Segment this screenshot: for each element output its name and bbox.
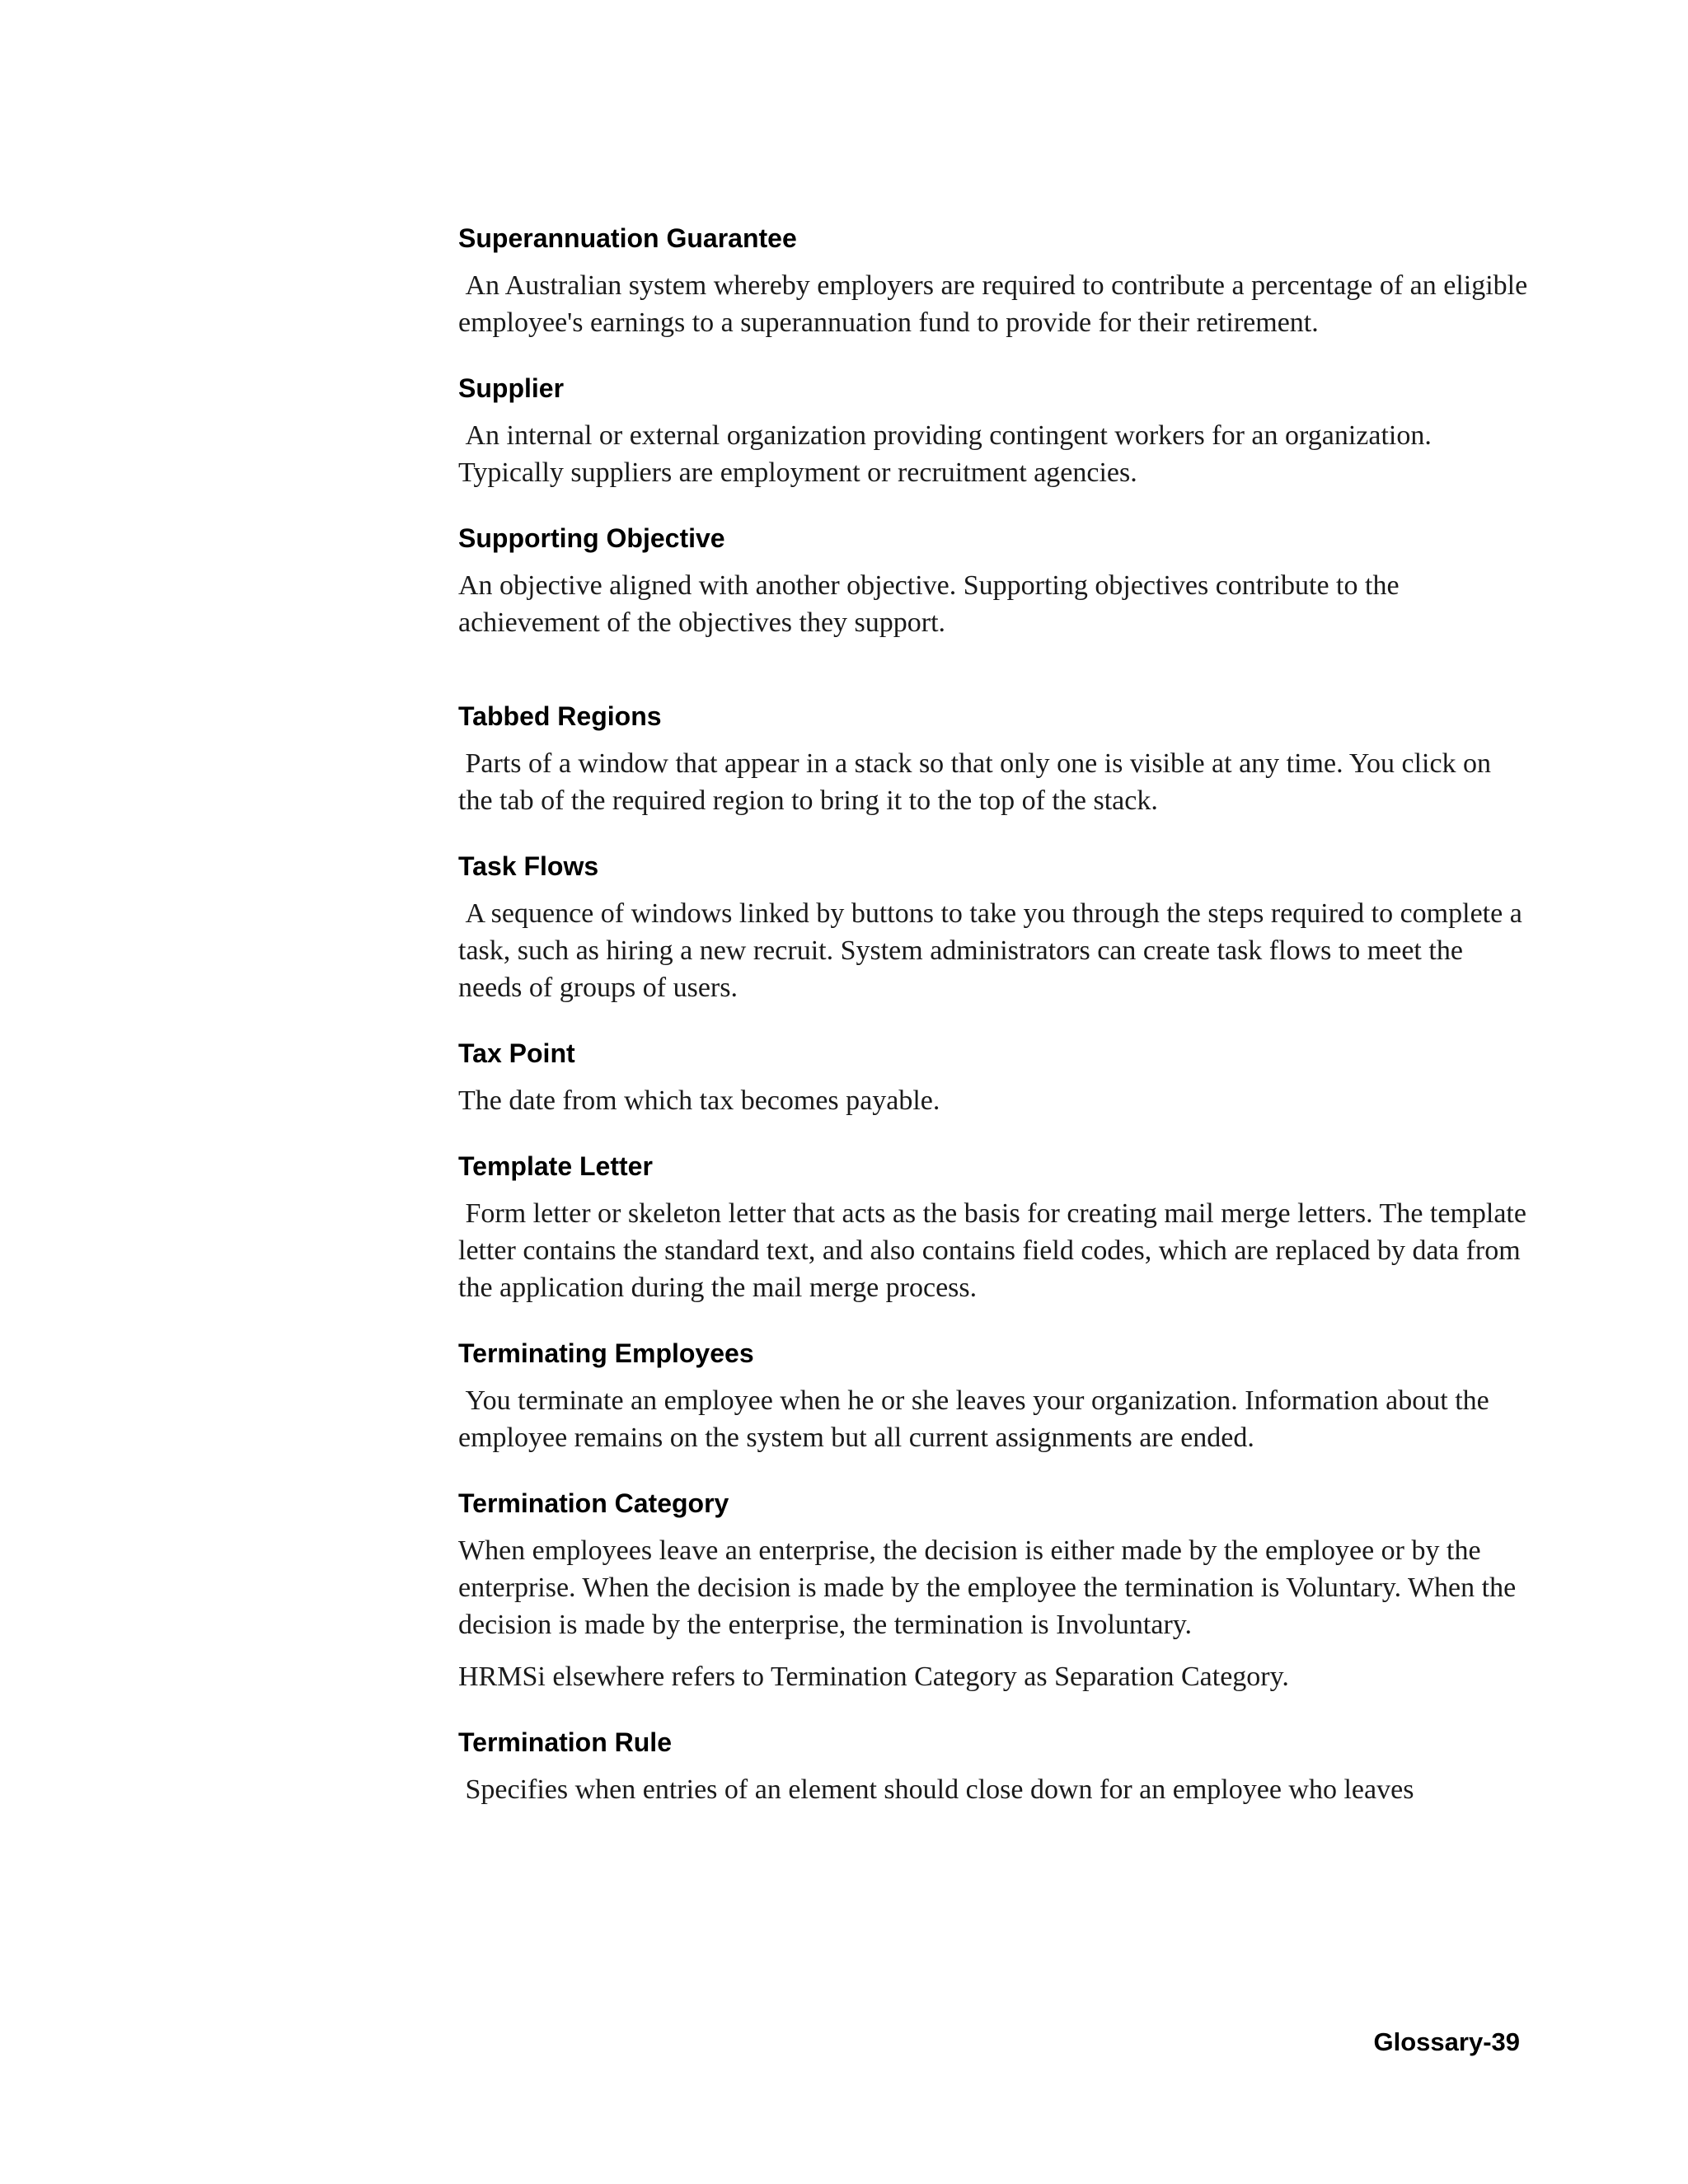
glossary-definition: Parts of a window that appear in a stack so that only one is visible at any time. You click on the tab of the required region to bring it to the top of the stack. xyxy=(458,748,1498,816)
glossary-definition: A sequence of windows linked by buttons to take you through the steps required to complete a task, such as hiring a new recruit. System administrators can create task flows to meet the needs of groups of users. xyxy=(458,898,1530,1003)
glossary-entry xyxy=(458,1149,1534,1306)
glossary-term: Termination Category xyxy=(458,1488,729,1518)
glossary-definition: An internal or external organization providing contingent workers for an organization. Typically suppliers are employment or recruitment agencies. xyxy=(458,420,1438,488)
glossary-term: Terminating Employees xyxy=(458,1338,754,1368)
page-number: Glossary-39 xyxy=(1373,2027,1520,2056)
glossary-entry xyxy=(458,371,1530,491)
glossary-definition: The date from which tax becomes payable. xyxy=(458,1085,940,1116)
glossary-entry xyxy=(458,849,1530,1006)
glossary-term: Superannuation Guarantee xyxy=(458,223,797,253)
glossary-definition: An objective aligned with another objective. Supporting objectives contribute to the achievement of the objectives they support. xyxy=(458,570,1407,638)
glossary-definition-note: HRMSi elsewhere refers to Termination Category as Separation Category. xyxy=(458,1661,1289,1692)
glossary-entry xyxy=(458,699,1530,819)
glossary-term: Termination Rule xyxy=(458,1727,672,1757)
glossary-entry xyxy=(458,521,1530,641)
glossary-term: Task Flows xyxy=(458,851,599,881)
glossary-term: Supporting Objective xyxy=(458,523,725,553)
glossary-definition: Form letter or skeleton letter that acts as the basis for creating mail merge letters. The template letter contains the standard text, and also contains field codes, which are replaced by data from the application during the mail merge process. xyxy=(458,1198,1534,1303)
glossary-term: Supplier xyxy=(458,373,565,403)
glossary-definition: Specifies when entries of an element should close down for an employee who leaves xyxy=(458,1774,1414,1805)
glossary-definition: An Australian system whereby employers are required to contribute a percentage of an eligible employee's earnings to a superannuation fund to provide for their retirement. xyxy=(458,270,1535,338)
glossary-term: Tabbed Regions xyxy=(458,701,662,731)
glossary-entry xyxy=(458,1725,1530,1808)
glossary-entry xyxy=(458,221,1535,341)
glossary-entry xyxy=(458,1486,1530,1695)
glossary-content xyxy=(458,221,1535,1838)
glossary-term: Template Letter xyxy=(458,1151,653,1181)
glossary-definition: You terminate an employee when he or she leaves your organization. Information about the employee remains on the system but all current assignments are ended. xyxy=(458,1385,1497,1453)
glossary-definition: When employees leave an enterprise, the decision is either made by the employee or by the enterprise. When the decision is made by the employee the termination is Voluntary. When the decision is made by the enterprise, the termination is Involuntary. xyxy=(458,1535,1523,1640)
glossary-term: Tax Point xyxy=(458,1038,575,1068)
glossary-entry xyxy=(458,1036,1530,1119)
glossary-entry xyxy=(458,1336,1530,1456)
